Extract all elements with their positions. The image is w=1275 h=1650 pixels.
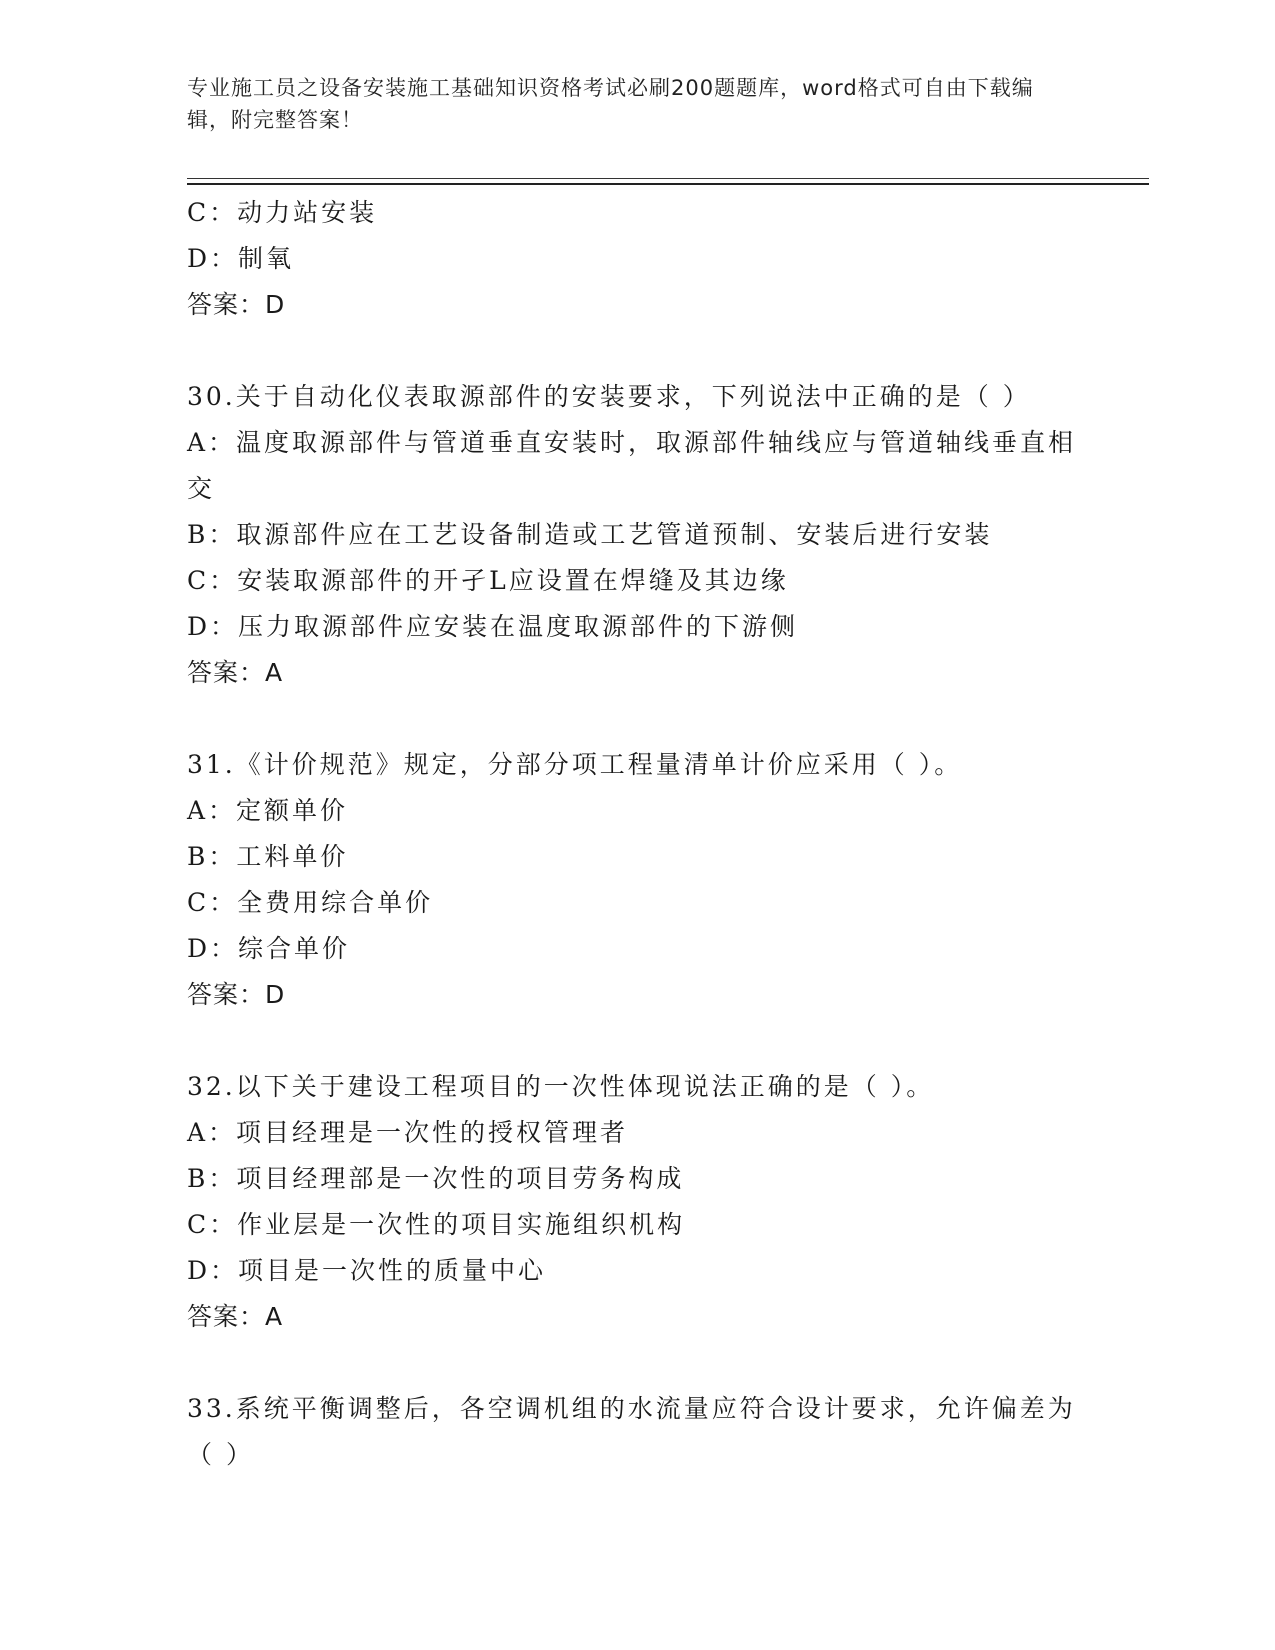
question-block-32 [187, 1064, 1087, 1340]
question-stem: 32.以下关于建设工程项目的一次性体现说法正确的是（ ）。 [187, 1072, 935, 1101]
answer-line: 答案：A [187, 1302, 284, 1331]
header-rule-thick [187, 183, 1149, 185]
option-d: D：综合单价 [187, 934, 351, 963]
header-rule-thin [187, 178, 1149, 179]
question-block-33 [187, 1386, 1087, 1478]
option-a: A：项目经理是一次性的授权管理者 [187, 1118, 629, 1147]
question-stem: 30.关于自动化仪表取源部件的安装要求，下列说法中正确的是（ ） [187, 382, 1031, 411]
question-block-29-tail [187, 190, 1087, 328]
question-block-30 [187, 374, 1087, 696]
answer-line: 答案：D [187, 290, 286, 319]
option-b: B：取源部件应在工艺设备制造或工艺管道预制、安装后进行安装 [187, 520, 993, 549]
option-c: C：安装取源部件的开孑L应设置在焊缝及其边缘 [187, 566, 789, 595]
question-stem: 33.系统平衡调整后，各空调机组的水流量应符合设计要求，允许偏差为（ ） [187, 1394, 1076, 1469]
option-a: A：定额单价 [187, 796, 349, 825]
option-d: D：项目是一次性的质量中心 [187, 1256, 547, 1285]
option-c: C：作业层是一次性的项目实施组织机构 [187, 1210, 686, 1239]
answer-line: 答案：D [187, 980, 286, 1009]
option-d: D：制氧 [187, 244, 295, 273]
document-header: 专业施工员之设备安装施工基础知识资格考试必刷200题题库，word格式可自由下载编辑，附完整答案！ [187, 76, 1034, 132]
option-c: C：全费用综合单价 [187, 888, 434, 917]
answer-line: 答案：A [187, 658, 284, 687]
option-b: B：工料单价 [187, 842, 349, 871]
document-body [187, 190, 1087, 1478]
option-d: D：压力取源部件应安装在温度取源部件的下游侧 [187, 612, 799, 641]
option-c: C：动力站安装 [187, 198, 378, 227]
question-block-31 [187, 742, 1087, 1018]
option-a: A：温度取源部件与管道垂直安装时，取源部件轴线应与管道轴线垂直相交 [187, 428, 1077, 503]
question-stem: 31.《计价规范》规定，分部分项工程量清单计价应采用（ ）。 [187, 750, 963, 779]
option-b: B：项目经理部是一次性的项目劳务构成 [187, 1164, 685, 1193]
